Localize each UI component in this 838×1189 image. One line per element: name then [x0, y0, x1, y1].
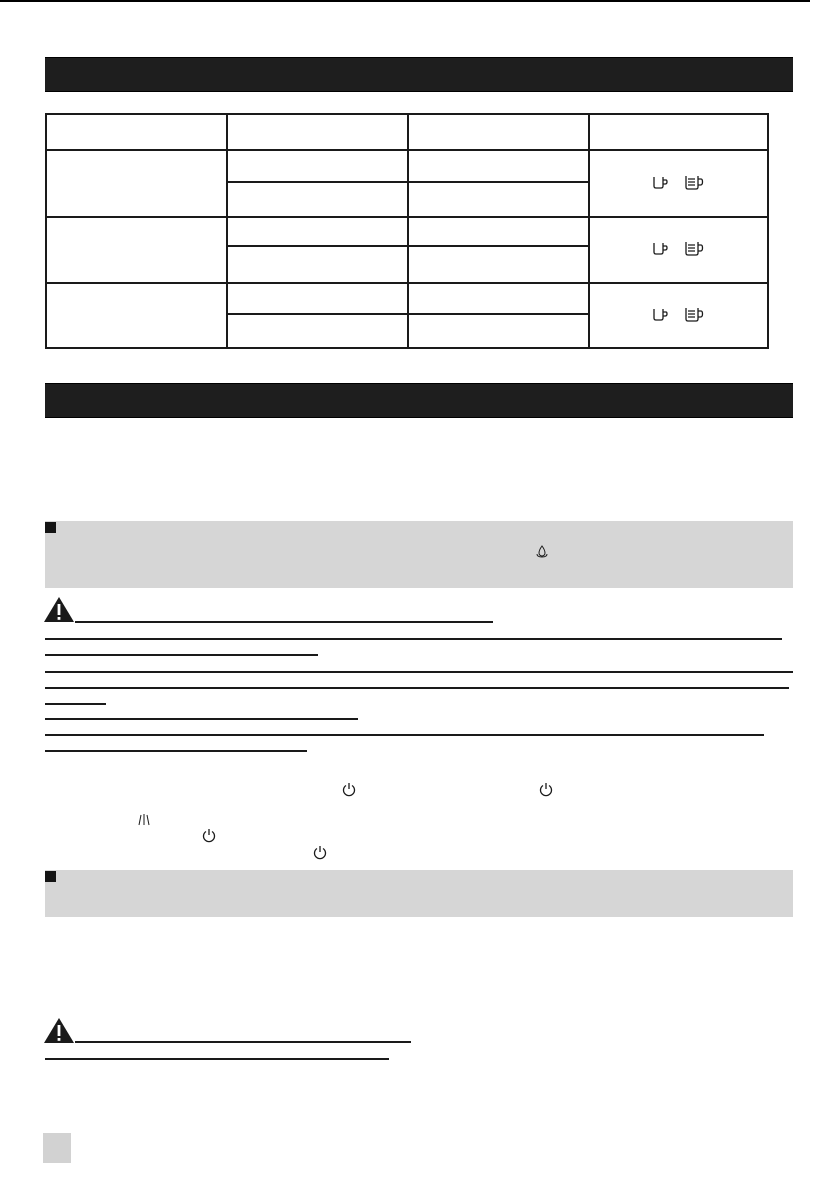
- power-icon: [202, 828, 216, 843]
- table-row-divider: [47, 216, 767, 218]
- top-rule: [0, 0, 810, 2]
- table-header-cell: [47, 115, 226, 149]
- mug-icon: [685, 174, 705, 192]
- power-icon: [539, 782, 553, 797]
- mug-icon: [685, 306, 705, 324]
- warning-underline: [75, 621, 493, 623]
- note-box: [45, 870, 793, 917]
- mug-icon: [685, 240, 705, 258]
- text-underline: [45, 718, 358, 720]
- cup-icon: [653, 175, 669, 191]
- text-underline: [45, 687, 789, 689]
- table-row-divider: [47, 149, 767, 151]
- text-underline: [45, 750, 307, 752]
- text-underline: [45, 638, 782, 640]
- table-header-cell: [228, 115, 407, 149]
- warning-triangle-icon: [43, 1017, 75, 1044]
- note-bullet-square: [45, 522, 56, 533]
- table-row-divider: [47, 282, 767, 284]
- section-header-bar: [45, 57, 793, 92]
- page-number-box: [43, 1133, 71, 1163]
- text-underline: [45, 734, 764, 736]
- table-subrow-divider: [227, 181, 589, 183]
- warning-underline: [75, 1041, 411, 1043]
- water-drop-icon: [536, 545, 548, 558]
- text-underline: [45, 671, 793, 673]
- cup-icon: [653, 241, 669, 257]
- note-bullet-square: [45, 871, 56, 882]
- table-subrow-divider: [227, 313, 589, 315]
- text-underline: [45, 703, 106, 705]
- power-icon: [342, 782, 356, 797]
- steam-icon: [138, 813, 150, 826]
- settings-table: [45, 113, 769, 349]
- table-header-cell: [409, 115, 588, 149]
- text-underline: [45, 654, 318, 656]
- cup-icon: [653, 307, 669, 323]
- text-underline: [45, 1058, 389, 1060]
- table-header-cell: [590, 115, 767, 149]
- warning-triangle-icon: [43, 596, 75, 623]
- section-header-bar: [45, 383, 793, 418]
- table-subrow-divider: [227, 245, 589, 247]
- power-icon: [313, 845, 327, 860]
- note-box: [45, 521, 793, 588]
